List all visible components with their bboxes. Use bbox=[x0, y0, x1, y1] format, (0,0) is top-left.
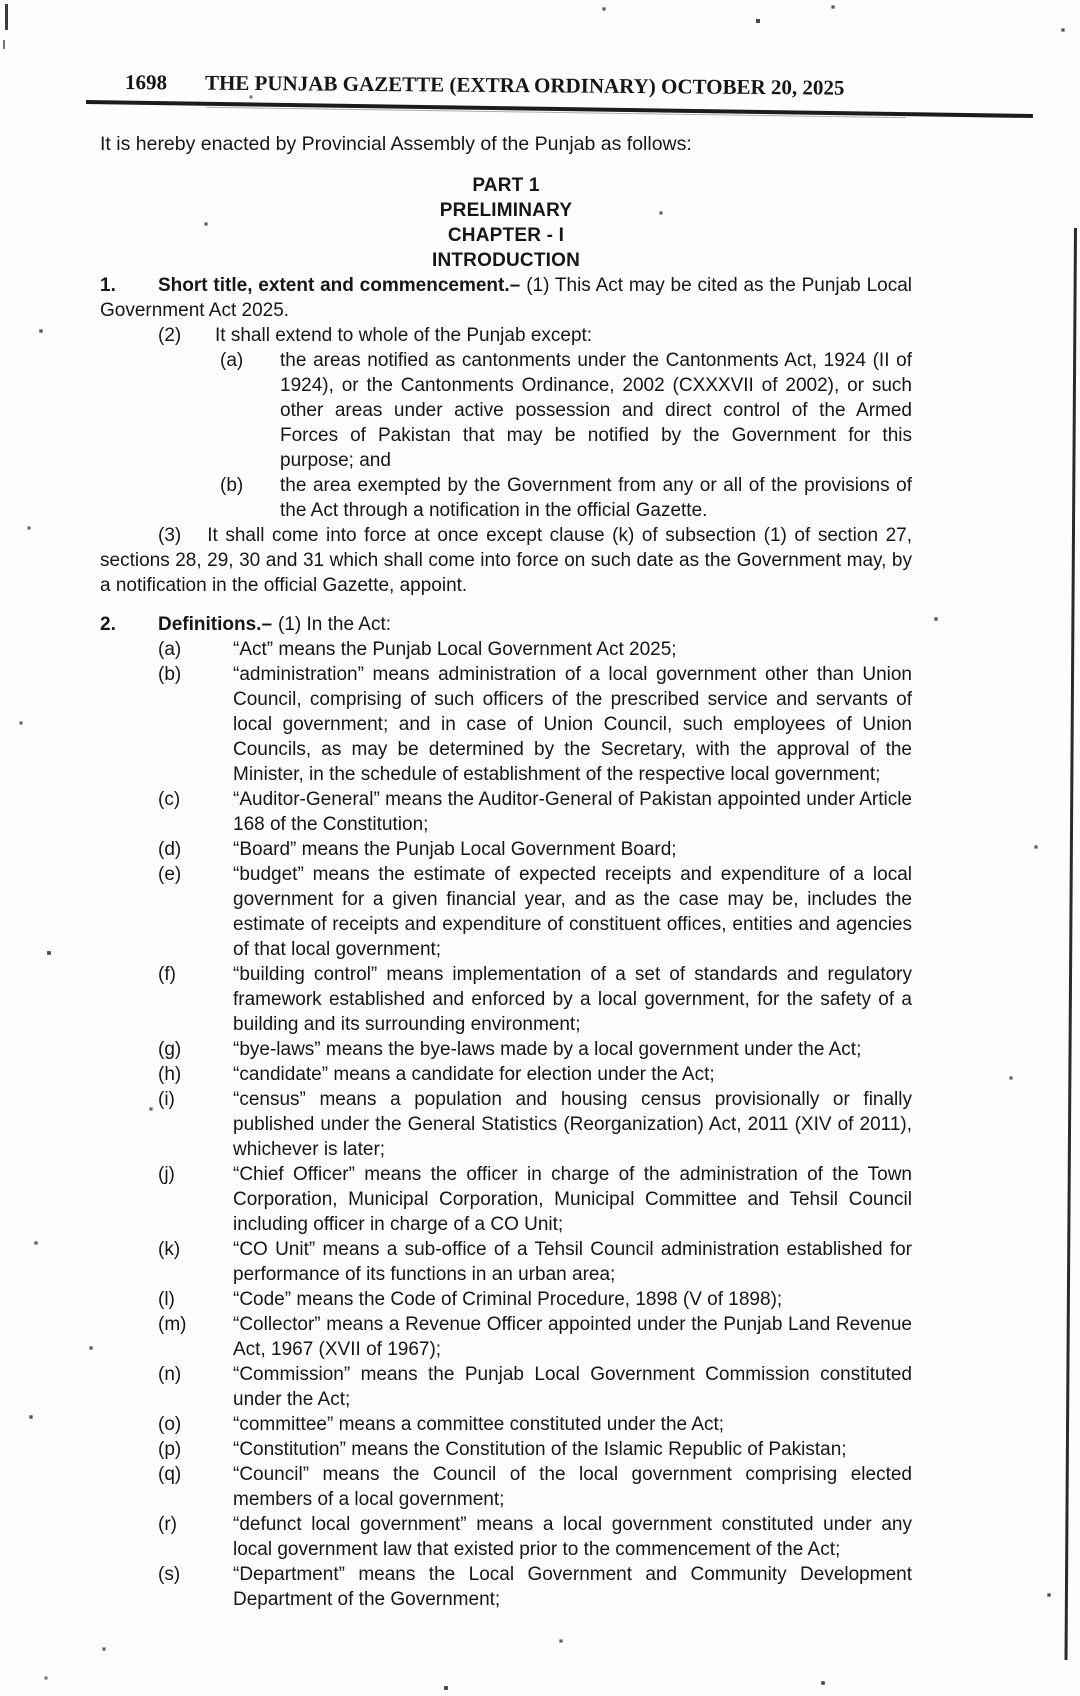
header-rule bbox=[86, 100, 1033, 118]
definition-text: “candidate” means a candidate for election under the Act; bbox=[233, 1064, 715, 1085]
definition-d bbox=[100, 837, 912, 862]
definition-p bbox=[100, 1437, 912, 1462]
subsection-text: It shall come into force at once except clause (k) of subsection (1) of section 27, sections 28, 29, 30 and 31 which shall come into force on such date as the Government may, by a notification in the official Gazette, appoint. bbox=[100, 525, 912, 596]
definition-label: (s) bbox=[158, 1564, 181, 1585]
section-2 bbox=[100, 612, 912, 1612]
definition-label: (p) bbox=[158, 1439, 182, 1460]
definition-label: (j) bbox=[158, 1164, 175, 1185]
clause-text: the areas notified as cantonments under the Cantonments Act, 1924 (II of 1924), or the Cantonments Ordinance, 2002 (CXXXVII of 2002), or such other areas under active possession and direct control of the Armed Forces of Pakistan that may be notified by the Government for this purpose; and bbox=[280, 350, 912, 471]
definition-text: “Chief Officer” means the officer in charge of the administration of the Town Corporation, Municipal Corporation, Municipal Committee and Tehsil Council including officer in charge of a CO Unit; bbox=[233, 1164, 912, 1235]
definition-label: (b) bbox=[158, 664, 182, 685]
part-name-heading: PRELIMINARY bbox=[439, 200, 573, 221]
definition-l bbox=[100, 1287, 912, 1312]
section-2-opening bbox=[100, 612, 912, 637]
definition-i bbox=[100, 1087, 912, 1162]
definition-a bbox=[100, 637, 912, 662]
definition-text: “building control” means implementation of a set of standards and regulatory framework established and enforced by a local government, for the safety of a building and its surrounding environment; bbox=[233, 964, 912, 1035]
definition-label: (n) bbox=[158, 1364, 182, 1385]
enactment-line: It is hereby enacted by Provincial Assembly of the Punjab as follows: bbox=[100, 133, 692, 155]
definition-label: (i) bbox=[158, 1089, 175, 1110]
definition-text: “administration” means administration of a local government other than Union Council, comprising of such officers of the prescribed service and servants of local government; and in case of Union Council, such employees of Union Councils, as may be determined by the Secretary, with the approval of the Minister, in the schedule of establishment of the respective local government; bbox=[233, 664, 912, 785]
definition-label: (m) bbox=[158, 1314, 187, 1335]
definition-label: (r) bbox=[158, 1514, 177, 1535]
section-clause: (1) This Act may be cited as the Punjab Local Government Act 2025. bbox=[100, 275, 912, 321]
definition-label: (q) bbox=[158, 1464, 182, 1485]
definition-n bbox=[100, 1362, 912, 1412]
definition-b bbox=[100, 662, 912, 787]
clause-label: (b) bbox=[220, 475, 244, 496]
section-clause: (1) In the Act: bbox=[278, 614, 392, 635]
section-title: Short title, extent and commencement.– bbox=[158, 275, 521, 296]
definition-text: “budget” means the estimate of expected receipts and expenditure of a local government for a given financial year, and as the case may be, includes the estimate of receipts and expenditure of constituent offices, entities and agencies of that local government; bbox=[233, 864, 912, 960]
definition-label: (l) bbox=[158, 1289, 175, 1310]
definition-text: “CO Unit” means a sub-office of a Tehsil Council administration established for performance of its functions in an urban area; bbox=[233, 1239, 912, 1285]
definition-c bbox=[100, 787, 912, 837]
definition-text: “defunct local government” means a local government constituted under any local government law that existed prior to the commencement of the Act; bbox=[233, 1514, 912, 1560]
definition-m bbox=[100, 1312, 912, 1362]
definition-text: “Collector” means a Revenue Officer appointed under the Punjab Land Revenue Act, 1967 (XVII of 1967); bbox=[233, 1314, 912, 1360]
section-1-opening bbox=[100, 273, 912, 323]
definition-s bbox=[100, 1562, 912, 1612]
section-title: Definitions.– bbox=[158, 614, 273, 635]
definition-f bbox=[100, 962, 912, 1037]
definition-text: “bye-laws” means the bye-laws made by a local government under the Act; bbox=[233, 1039, 862, 1060]
subsection-3 bbox=[100, 523, 912, 598]
definition-r bbox=[100, 1512, 912, 1562]
subsection-label: (2) bbox=[158, 325, 182, 346]
part-headings bbox=[100, 173, 912, 273]
definition-text: “Code” means the Code of Criminal Procedure, 1898 (V of 1898); bbox=[233, 1289, 783, 1310]
part-heading: PART 1 bbox=[472, 175, 540, 196]
definition-q bbox=[100, 1462, 912, 1512]
definition-label: (k) bbox=[158, 1239, 181, 1260]
definition-k bbox=[100, 1237, 912, 1287]
definition-label: (e) bbox=[158, 864, 182, 885]
scan-noise-speckles bbox=[0, 0, 2, 2]
clause-text: the area exempted by the Government from any or all of the provisions of the Act through a notification in the official Gazette. bbox=[280, 475, 912, 521]
subsection-text: It shall extend to whole of the Punjab except: bbox=[215, 325, 593, 346]
page-number: 1698 bbox=[124, 70, 168, 95]
definition-label: (a) bbox=[158, 639, 182, 660]
section-1 bbox=[100, 273, 912, 598]
page-body bbox=[100, 132, 912, 1612]
definition-label: (d) bbox=[158, 839, 182, 860]
chapter-name-heading: INTRODUCTION bbox=[431, 250, 581, 271]
definition-label: (f) bbox=[158, 964, 176, 985]
definition-label: (o) bbox=[158, 1414, 182, 1435]
definition-label: (c) bbox=[158, 789, 181, 810]
definition-text: “Department” means the Local Government and Community Development Department of the Government; bbox=[233, 1564, 912, 1610]
clause-label: (a) bbox=[220, 350, 244, 371]
definition-text: “census” means a population and housing census provisionally or finally published under the General Statistics (Reorganization) Act, 2011 (XIV of 2011), whichever is later; bbox=[233, 1089, 912, 1160]
subsection-2 bbox=[100, 323, 912, 348]
definition-text: “Commission” means the Punjab Local Government Commission constituted under the Act; bbox=[233, 1364, 912, 1410]
definition-text: “Auditor-General” means the Auditor-General of Pakistan appointed under Article 168 of the Constitution; bbox=[233, 789, 912, 835]
section-number: 2. bbox=[100, 614, 116, 635]
definition-text: “Constitution” means the Constitution of the Islamic Republic of Pakistan; bbox=[233, 1439, 847, 1460]
gazette-title: THE PUNJAB GAZETTE (EXTRA ORDINARY) OCTOBER 20, 2025 bbox=[204, 70, 845, 100]
definition-label: (g) bbox=[158, 1039, 182, 1060]
scan-left-edge-mark bbox=[5, 4, 8, 30]
definition-text: “Board” means the Punjab Local Government Board; bbox=[233, 839, 677, 860]
definition-g bbox=[100, 1037, 912, 1062]
definition-h bbox=[100, 1062, 912, 1087]
scan-left-edge-mark bbox=[3, 40, 5, 49]
definition-e bbox=[100, 862, 912, 962]
clause-b bbox=[100, 473, 912, 523]
section-number: 1. bbox=[100, 275, 116, 296]
definition-label: (h) bbox=[158, 1064, 182, 1085]
definition-j bbox=[100, 1162, 912, 1237]
definition-text: “Act” means the Punjab Local Government Act 2025; bbox=[233, 639, 677, 660]
clause-a bbox=[100, 348, 912, 473]
definition-o bbox=[100, 1412, 912, 1437]
page-header bbox=[125, 70, 885, 101]
subsection-label: (3) bbox=[158, 525, 182, 546]
chapter-heading: CHAPTER - I bbox=[447, 225, 565, 246]
scan-right-border bbox=[1065, 228, 1077, 1660]
definition-text: “Council” means the Council of the local government comprising elected members of a local government; bbox=[233, 1464, 912, 1510]
definition-text: “committee” means a committee constituted under the Act; bbox=[233, 1414, 725, 1435]
